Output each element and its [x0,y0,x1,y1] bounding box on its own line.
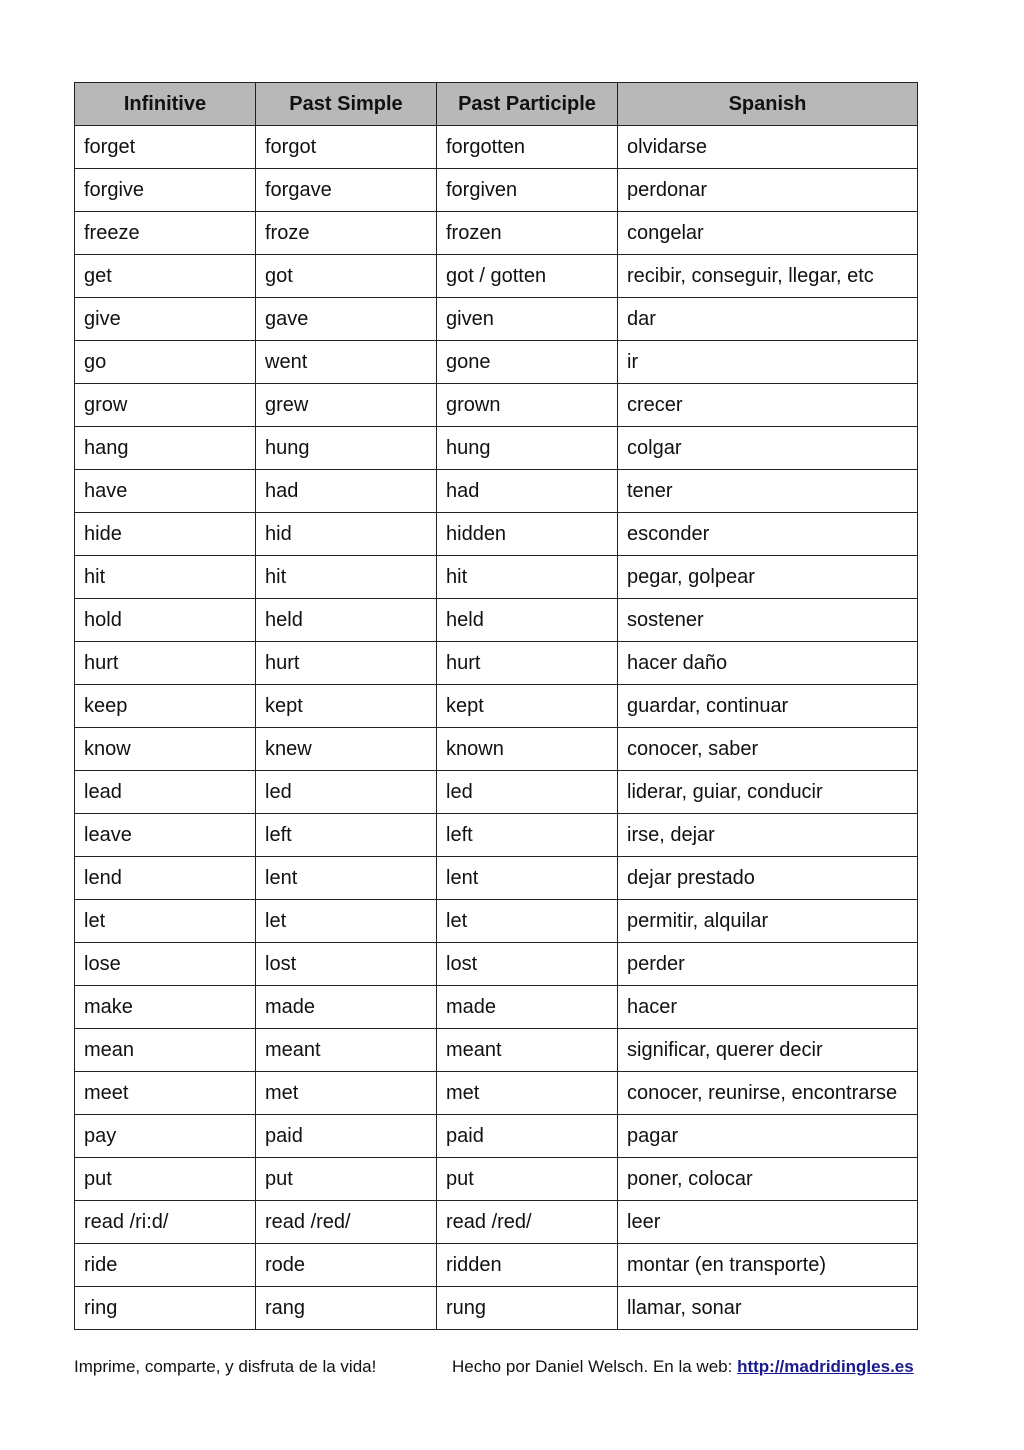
cell-infinitive: make [75,986,256,1029]
cell-past-participle: given [437,298,618,341]
cell-past-participle: lent [437,857,618,900]
cell-spanish: recibir, conseguir, llegar, etc [618,255,918,298]
cell-spanish: olvidarse [618,126,918,169]
cell-spanish: perdonar [618,169,918,212]
table-row [75,642,918,685]
cell-past-participle: forgotten [437,126,618,169]
cell-spanish: irse, dejar [618,814,918,857]
cell-spanish: hacer daño [618,642,918,685]
cell-past-participle: hurt [437,642,618,685]
cell-infinitive: hide [75,513,256,556]
cell-past-participle: met [437,1072,618,1115]
table-row [75,298,918,341]
cell-past-simple: left [256,814,437,857]
table-row [75,212,918,255]
cell-past-participle: hit [437,556,618,599]
cell-infinitive: ring [75,1287,256,1330]
cell-past-participle: read /red/ [437,1201,618,1244]
cell-past-participle: let [437,900,618,943]
cell-past-simple: got [256,255,437,298]
table-row [75,169,918,212]
cell-past-participle: hung [437,427,618,470]
cell-past-simple: kept [256,685,437,728]
table-row [75,943,918,986]
table-row [75,986,918,1029]
cell-past-participle: ridden [437,1244,618,1287]
cell-infinitive: let [75,900,256,943]
cell-past-simple: let [256,900,437,943]
cell-spanish: esconder [618,513,918,556]
footer-credit-text: Hecho por Daniel Welsch. En la web: [452,1357,738,1376]
cell-spanish: tener [618,470,918,513]
cell-past-simple: froze [256,212,437,255]
cell-infinitive: forget [75,126,256,169]
table-header-row [75,83,918,126]
table-row [75,470,918,513]
cell-past-simple: forgave [256,169,437,212]
cell-infinitive: freeze [75,212,256,255]
table-row [75,1115,918,1158]
cell-past-participle: hidden [437,513,618,556]
cell-past-simple: put [256,1158,437,1201]
cell-spanish: liderar, guiar, conducir [618,771,918,814]
cell-past-simple: lost [256,943,437,986]
cell-spanish: poner, colocar [618,1158,918,1201]
cell-past-simple: meant [256,1029,437,1072]
cell-spanish: llamar, sonar [618,1287,918,1330]
cell-infinitive: hold [75,599,256,642]
cell-past-simple: hit [256,556,437,599]
table-row [75,599,918,642]
cell-past-simple: met [256,1072,437,1115]
cell-spanish: pagar [618,1115,918,1158]
cell-spanish: dejar prestado [618,857,918,900]
cell-past-simple: rode [256,1244,437,1287]
cell-infinitive: read /ri:d/ [75,1201,256,1244]
cell-spanish: leer [618,1201,918,1244]
cell-spanish: guardar, continuar [618,685,918,728]
cell-infinitive: know [75,728,256,771]
header-infinitive: Infinitive [75,83,256,126]
cell-infinitive: give [75,298,256,341]
cell-past-simple: went [256,341,437,384]
cell-past-participle: frozen [437,212,618,255]
cell-past-participle: gone [437,341,618,384]
cell-spanish: sostener [618,599,918,642]
cell-past-simple: knew [256,728,437,771]
table-row [75,728,918,771]
table-row [75,685,918,728]
table-row [75,341,918,384]
footer-credit [452,1357,914,1377]
table-row [75,1287,918,1330]
table-row [75,513,918,556]
cell-spanish: crecer [618,384,918,427]
cell-infinitive: lose [75,943,256,986]
cell-infinitive: get [75,255,256,298]
cell-infinitive: forgive [75,169,256,212]
cell-infinitive: mean [75,1029,256,1072]
cell-past-simple: read /red/ [256,1201,437,1244]
footer-website-link[interactable]: http://madridingles.es [737,1357,914,1376]
table-row [75,1244,918,1287]
cell-past-participle: lost [437,943,618,986]
table-row [75,900,918,943]
cell-past-simple: made [256,986,437,1029]
cell-past-simple: rang [256,1287,437,1330]
table-row [75,126,918,169]
cell-infinitive: put [75,1158,256,1201]
cell-past-simple: hid [256,513,437,556]
cell-past-participle: got / gotten [437,255,618,298]
table-row [75,556,918,599]
cell-past-participle: kept [437,685,618,728]
cell-spanish: perder [618,943,918,986]
cell-spanish: ir [618,341,918,384]
cell-past-participle: rung [437,1287,618,1330]
cell-infinitive: hurt [75,642,256,685]
cell-infinitive: grow [75,384,256,427]
table-row [75,1201,918,1244]
table-row [75,771,918,814]
cell-past-simple: gave [256,298,437,341]
cell-past-simple: had [256,470,437,513]
cell-past-participle: paid [437,1115,618,1158]
table-row [75,1072,918,1115]
table-row [75,255,918,298]
cell-spanish: colgar [618,427,918,470]
cell-past-participle: forgiven [437,169,618,212]
cell-past-participle: had [437,470,618,513]
cell-infinitive: go [75,341,256,384]
cell-spanish: conocer, reunirse, encontrarse [618,1072,918,1115]
cell-past-simple: grew [256,384,437,427]
cell-infinitive: pay [75,1115,256,1158]
cell-infinitive: lend [75,857,256,900]
cell-past-simple: forgot [256,126,437,169]
cell-past-simple: lent [256,857,437,900]
cell-spanish: congelar [618,212,918,255]
cell-past-participle: grown [437,384,618,427]
table-row [75,1029,918,1072]
cell-spanish: conocer, saber [618,728,918,771]
cell-past-participle: left [437,814,618,857]
cell-infinitive: leave [75,814,256,857]
footer-tagline: Imprime, comparte, y disfruta de la vida! [74,1357,377,1376]
cell-past-simple: led [256,771,437,814]
header-past-simple: Past Simple [256,83,437,126]
cell-infinitive: have [75,470,256,513]
cell-past-participle: led [437,771,618,814]
cell-spanish: significar, querer decir [618,1029,918,1072]
cell-past-participle: meant [437,1029,618,1072]
cell-infinitive: ride [75,1244,256,1287]
cell-infinitive: keep [75,685,256,728]
cell-infinitive: meet [75,1072,256,1115]
header-past-participle: Past Participle [437,83,618,126]
cell-spanish: hacer [618,986,918,1029]
cell-past-simple: held [256,599,437,642]
header-spanish: Spanish [618,83,918,126]
table-row [75,427,918,470]
table-row [75,857,918,900]
cell-past-participle: made [437,986,618,1029]
cell-past-participle: known [437,728,618,771]
cell-past-participle: put [437,1158,618,1201]
cell-past-simple: hung [256,427,437,470]
cell-spanish: dar [618,298,918,341]
cell-past-participle: held [437,599,618,642]
cell-spanish: montar (en transporte) [618,1244,918,1287]
cell-spanish: pegar, golpear [618,556,918,599]
irregular-verbs-table [74,82,918,1330]
cell-past-simple: hurt [256,642,437,685]
table-row [75,1158,918,1201]
cell-infinitive: lead [75,771,256,814]
cell-spanish: permitir, alquilar [618,900,918,943]
cell-past-simple: paid [256,1115,437,1158]
table-row [75,814,918,857]
cell-infinitive: hit [75,556,256,599]
table-row [75,384,918,427]
cell-infinitive: hang [75,427,256,470]
